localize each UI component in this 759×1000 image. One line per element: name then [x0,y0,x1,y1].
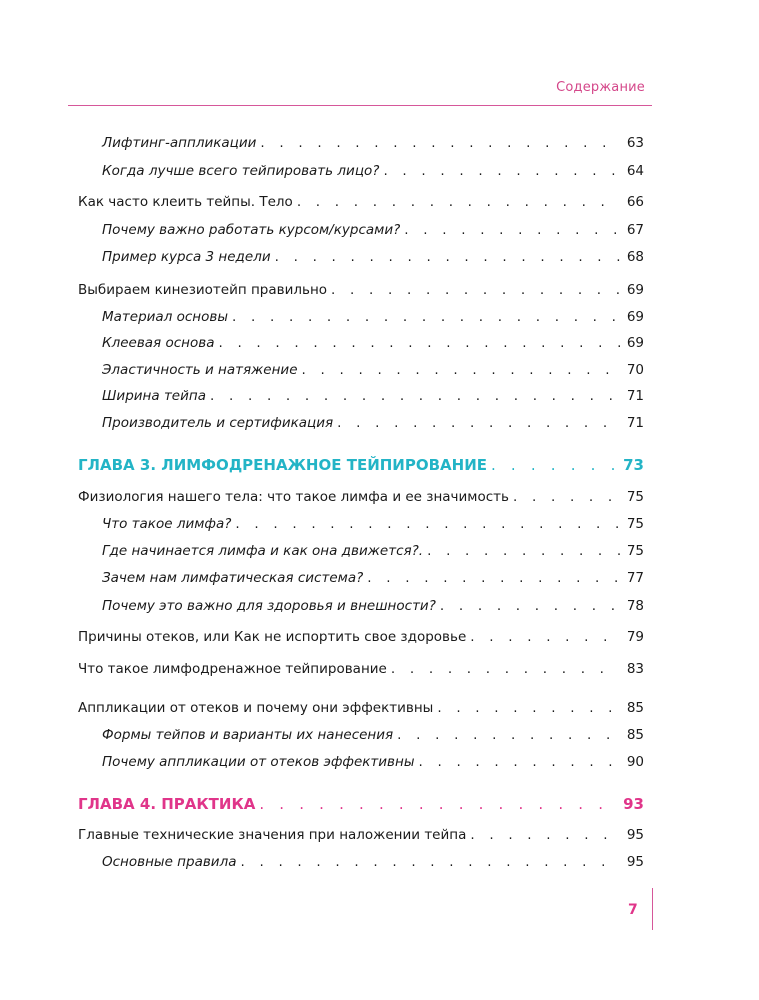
dot-leader [210,387,620,405]
dot-leader [391,660,620,678]
toc-entry[interactable] [102,387,644,405]
dot-leader [367,569,620,587]
toc-entry-page: 75 [626,489,644,505]
toc-entry-page: 77 [626,570,644,586]
toc-entry[interactable] [102,334,644,352]
toc-entry-title: Когда лучше всего тейпировать лицо? [102,163,380,179]
toc-entry[interactable] [78,193,644,211]
toc-entry-page: 64 [626,163,644,179]
toc-entry[interactable] [78,628,644,646]
dot-leader [331,281,620,299]
toc-entry[interactable] [102,853,644,871]
toc-entry-page: 71 [626,388,644,404]
toc-entry-page: 95 [626,827,644,843]
toc-entry-title: Производитель и сертификация [102,415,334,431]
dot-leader [513,488,620,506]
toc-entry[interactable] [102,542,644,560]
toc-entry-title: Почему важно работать курсом/курсами? [102,222,401,238]
toc-entry[interactable] [78,826,644,844]
toc-chapter-title: ГЛАВА 3. ЛИМФОДРЕНАЖНОЕ ТЕЙПИРОВАНИЕ [78,456,487,474]
dot-leader [259,795,617,813]
toc-entry[interactable] [102,726,644,744]
toc-entry-page: 70 [626,362,644,378]
toc-entry-page: 75 [626,543,644,559]
toc-entry-page: 85 [626,700,644,716]
dot-leader [235,515,620,533]
toc-entry[interactable] [102,753,644,771]
toc-entry-title: Зачем нам лимфатическая система? [102,570,364,586]
toc-entry-page: 79 [626,629,644,645]
toc-entry[interactable] [102,162,644,180]
toc-entry-title: Материал основы [102,309,229,325]
toc-entry-title: Как часто клеить тейпы. Тело [78,194,293,210]
toc-entry-page: 71 [626,415,644,431]
toc-entry[interactable] [102,515,644,533]
dot-leader [437,699,620,717]
toc-entry-title: Основные правила [102,854,237,870]
dot-leader [418,753,620,771]
toc-entry-title: Что такое лимфа? [102,516,232,532]
toc-entry[interactable] [102,134,644,152]
toc-entry-title: Главные технические значения при наложении тейпа [78,827,467,843]
toc-entry-title: Почему аппликации от отеков эффективны [102,754,415,770]
toc-entry-page: 68 [626,249,644,265]
dot-leader [491,456,617,474]
toc-entry-title: Причины отеков, или Как не испортить свое здоровье [78,629,467,645]
toc-entry[interactable] [102,414,644,432]
page-number-rule [652,888,653,930]
page-number: 7 [628,902,638,918]
toc-chapter-page: 93 [623,795,644,813]
toc-entry-title: Формы тейпов и варианты их нанесения [102,727,394,743]
toc-chapter[interactable] [78,456,644,474]
running-header: Содержание [556,80,645,95]
dot-leader [383,162,620,180]
dot-leader [470,628,620,646]
dot-leader [240,853,620,871]
toc-entry-title: Пример курса 3 недели [102,249,271,265]
toc-entry-page: 67 [626,222,644,238]
toc-chapter-page: 73 [623,456,644,474]
toc-entry[interactable] [102,248,644,266]
dot-leader [297,193,620,211]
toc-entry-page: 78 [626,598,644,614]
toc-entry-page: 83 [626,661,644,677]
dot-leader [440,597,620,615]
toc-chapter-title: ГЛАВА 4. ПРАКТИКА [78,795,256,813]
toc-entry-page: 95 [626,854,644,870]
toc-entry[interactable] [102,221,644,239]
toc-entry-page: 69 [626,282,644,298]
toc-entry[interactable] [102,597,644,615]
header-rule [68,105,652,106]
toc-entry[interactable] [78,660,644,678]
dot-leader [232,308,620,326]
toc-entry[interactable] [78,699,644,717]
toc-entry-title: Выбираем кинезиотейп правильно [78,282,328,298]
toc-entry[interactable] [102,308,644,326]
dot-leader [302,361,620,379]
toc-entry-page: 90 [626,754,644,770]
dot-leader [275,248,620,266]
dot-leader [427,542,620,560]
dot-leader [337,414,620,432]
toc-entry[interactable] [78,488,644,506]
dot-leader [404,221,620,239]
toc-entry[interactable] [102,569,644,587]
toc-entry-title: Где начинается лимфа и как она движется?. [102,543,424,559]
dot-leader [397,726,620,744]
toc-entry-title: Эластичность и натяжение [102,362,298,378]
toc-entry[interactable] [102,361,644,379]
toc-chapter[interactable] [78,795,644,813]
dot-leader [260,134,620,152]
toc-entry-page: 63 [626,135,644,151]
dot-leader [218,334,620,352]
toc-entry-page: 85 [626,727,644,743]
toc-entry-page: 75 [626,516,644,532]
dot-leader [470,826,620,844]
toc-entry-title: Ширина тейпа [102,388,206,404]
toc-entry-title: Клеевая основа [102,335,215,351]
toc-entry-title: Почему это важно для здоровья и внешности? [102,598,436,614]
toc-entry[interactable] [78,281,644,299]
toc-entry-title: Лифтинг-аппликации [102,135,257,151]
toc-entry-page: 66 [626,194,644,210]
toc-entry-page: 69 [626,335,644,351]
toc-entry-title: Аппликации от отеков и почему они эффективны [78,700,434,716]
toc-entry-title: Физиология нашего тела: что такое лимфа и ее значимость [78,489,509,505]
toc-entry-page: 69 [626,309,644,325]
toc-entry-title: Что такое лимфодренажное тейпирование [78,661,387,677]
